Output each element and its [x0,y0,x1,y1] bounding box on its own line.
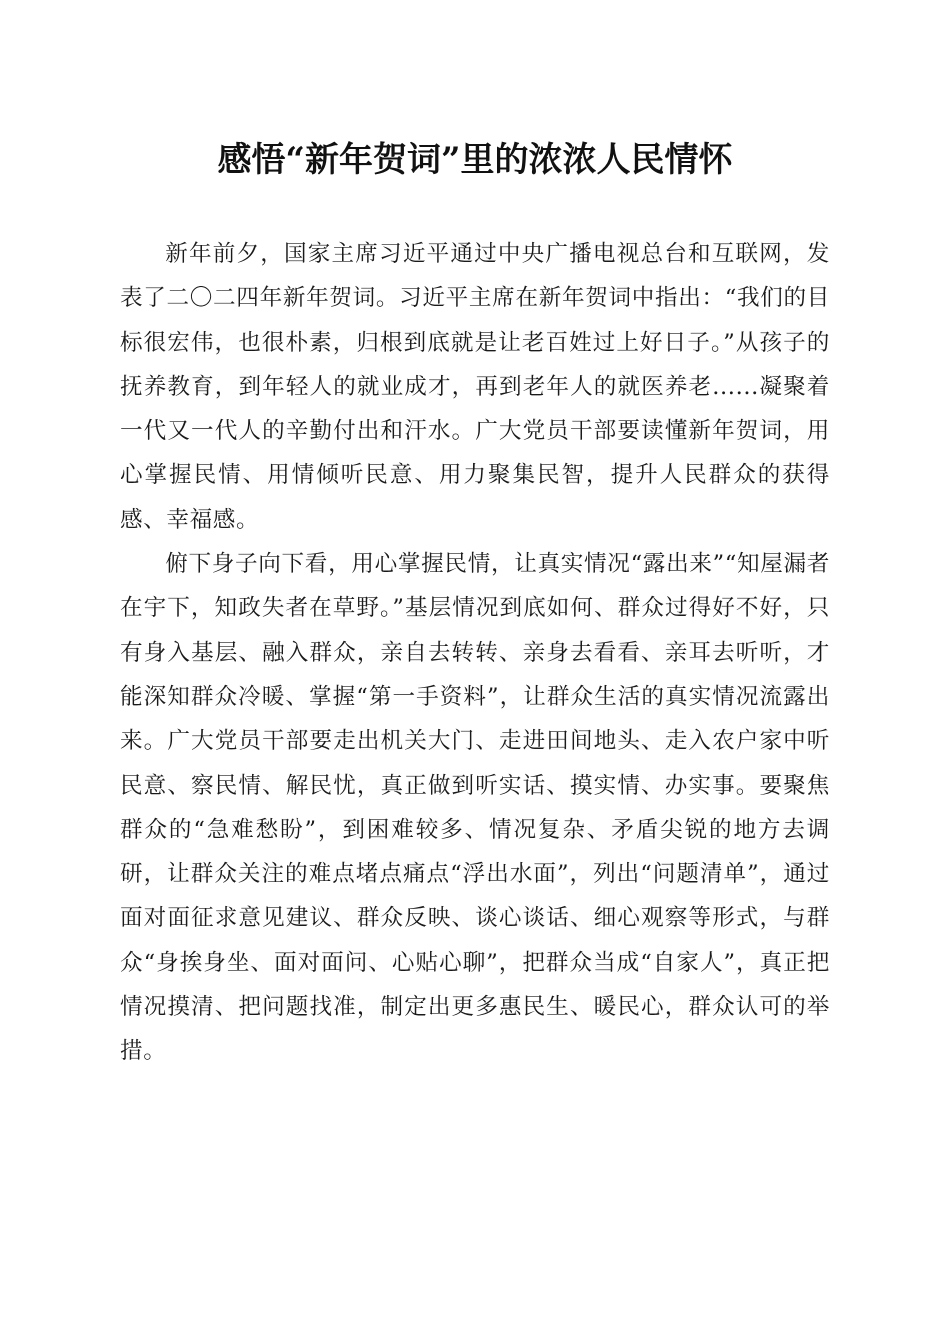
paragraph-1: 新年前夕，国家主席习近平通过中央广播电视总台和互联网，发表了二〇二四年新年贺词。习近平主席在新年贺词中指出：“我们的目标很宏伟，也很朴素，归根到底就是让老百姓过上好日子。”从孩子的抚养教育，到年轻人的就业成才，再到老年人的就医养老......凝聚着一代又一代人的辛勤付出和汗水。广大党员干部要读懂新年贺词，用心掌握民情、用情倾听民意、用力聚集民智，提升人民群众的获得感、幸福感。 [120,241,830,533]
paragraph-2: 俯下身子向下看，用心掌握民情，让真实情况“露出来”“知屋漏者在宇下，知政失者在草野。”基层情况到底如何、群众过得好不好，只有身入基层、融入群众，亲自去转转、亲身去看看、亲耳去听听，才能深知群众冷暖、掌握“第一手资料”，让群众生活的真实情况流露出来。广大党员干部要走出机关大门、走进田间地头、走入农户家中听民意、察民情、解民忧，真正做到听实话、摸实情、办实事。要聚焦群众的“急难愁盼”，到困难较多、情况复杂、矛盾尖锐的地方去调研，让群众关注的难点堵点痛点“浮出水面”，列出“问题清单”，通过面对面征求意见建议、群众反映、谈心谈话、细心观察等形式，与群众“身挨身坐、面对面问、心贴心聊”，把群众当成“自家人”，真正把情况摸清、把问题找准，制定出更多惠民生、暖民心，群众认可的举措。 [120,551,830,1065]
document-body [120,232,830,1074]
document-title: 感悟“新年贺词”里的浓浓人民情怀 [217,140,733,180]
